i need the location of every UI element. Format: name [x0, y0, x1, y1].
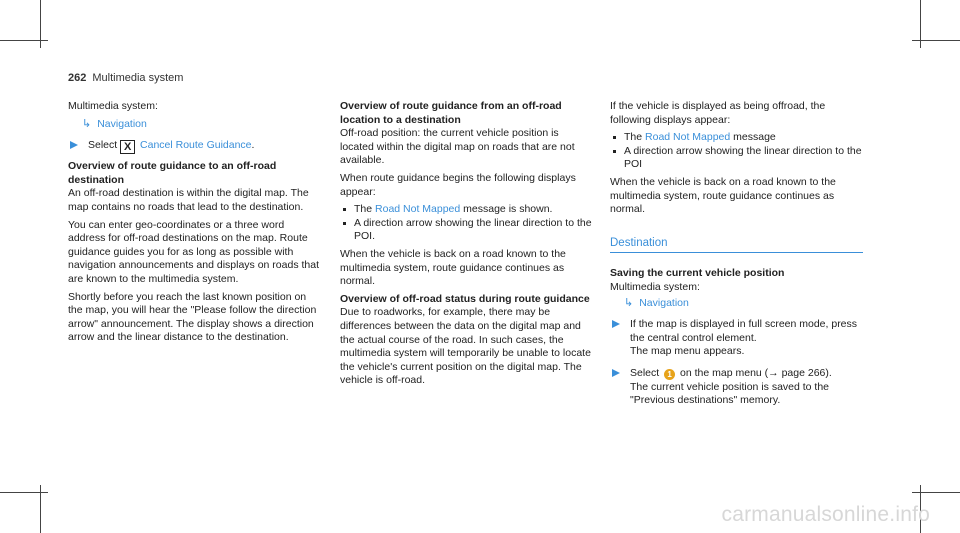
heading-offroad-status: Overview of off-road status during route guidance — [340, 292, 590, 305]
heading-saving-position: Saving the current vehicle position — [610, 267, 785, 280]
paragraph: When the vehicle is back on a road known to the multimedia system, route guidance continues as normal. — [340, 247, 566, 288]
paragraph: When route guidance begins the following displays appear: — [340, 171, 576, 198]
list-item: A direction arrow showing the linear direction to the POI — [610, 145, 863, 172]
heading-offroad-location: Overview of route guidance from an off-road location to a destination — [340, 100, 562, 126]
instruction-step — [610, 318, 863, 359]
marker-1-icon: 1 — [664, 369, 675, 380]
list-item: A direction arrow showing the linear direction to the POI. — [340, 217, 593, 244]
paragraph: An off-road destination is within the digital map. The map contains no roads that lead to the destination. — [68, 187, 309, 213]
step-text: Select — [88, 139, 118, 152]
paragraph: Shortly before you reach the last known position on the map, you will hear the "Please follow the direction arrow" announcement. The display shows a direction arrow and the linear distance to the destination. — [68, 290, 317, 344]
crop-mark — [912, 40, 960, 41]
page-header — [68, 72, 183, 84]
instruction-step — [68, 139, 321, 154]
step-text-end: . — [251, 139, 255, 152]
list-item: The Road Not Mapped message is shown. — [340, 203, 593, 217]
list-item: The Road Not Mapped message — [610, 131, 863, 145]
page-number: 262 — [68, 72, 87, 84]
crop-mark — [912, 492, 960, 493]
section-heading-destination: Destination — [610, 237, 863, 254]
paragraph: Off-road position: the current vehicle position is located within the digital map on roads that are not available. — [340, 127, 575, 167]
return-arrow-icon: ↳ — [82, 117, 92, 130]
navigation-link[interactable]: Navigation — [639, 296, 689, 309]
bullet-list — [340, 203, 593, 244]
cancel-route-guidance-link[interactable]: Cancel Route Guidance — [140, 139, 252, 152]
road-not-mapped-label: Road Not Mapped — [375, 203, 461, 216]
paragraph: If the vehicle is displayed as being offroad, the following displays appear: — [610, 100, 826, 126]
step-arrow-icon — [612, 320, 620, 328]
step-text: If the map is displayed in full screen mode, press the central control element. — [630, 318, 858, 344]
paragraph: When the vehicle is back on a road known to the multimedia system, route guidance continues as normal. — [610, 175, 836, 216]
instruction-step — [610, 367, 863, 408]
nav-path — [624, 297, 863, 311]
return-arrow-icon: ↳ — [624, 296, 634, 309]
step-result: The current vehicle position is saved to the "Previous destinations" memory. — [630, 380, 830, 407]
road-not-mapped-label: Road Not Mapped — [645, 131, 731, 144]
navigation-link[interactable]: Navigation — [97, 117, 147, 130]
cancel-x-icon: X — [120, 140, 135, 154]
nav-path — [82, 118, 321, 132]
step-result: The map menu appears. — [630, 345, 745, 358]
column-3 — [610, 100, 863, 414]
step-arrow-icon — [612, 369, 620, 377]
crop-mark — [0, 492, 48, 493]
column-1 — [68, 100, 321, 349]
bullet-list — [610, 131, 863, 172]
crop-mark — [0, 40, 48, 41]
path-label: Multimedia system: — [68, 100, 158, 112]
section-title: Multimedia system — [92, 72, 184, 84]
path-label: Multimedia system: — [610, 280, 700, 293]
step-text: Select 1 on the map menu (→ page 266). — [630, 366, 832, 379]
watermark: carmanualsonline.info — [721, 503, 930, 526]
paragraph: You can enter geo-coordinates or a three word address for off-road destinations on the map. Route guidance guides you for as long as possible with navigation announcements and displays on roads that are known to the multimedia system. — [68, 218, 320, 285]
heading-offroad-destination: Overview of route guidance to an off-road destination — [68, 160, 277, 186]
column-2 — [340, 100, 593, 392]
paragraph: Due to roadworks, for example, there may be differences between the data on the digital map and the actual course of the road. In such cases, the multimedia system will temporarily be unable to locate the vehicle's current position on the digital map. The vehicle is off-road. — [340, 306, 591, 387]
step-arrow-icon — [70, 141, 78, 149]
